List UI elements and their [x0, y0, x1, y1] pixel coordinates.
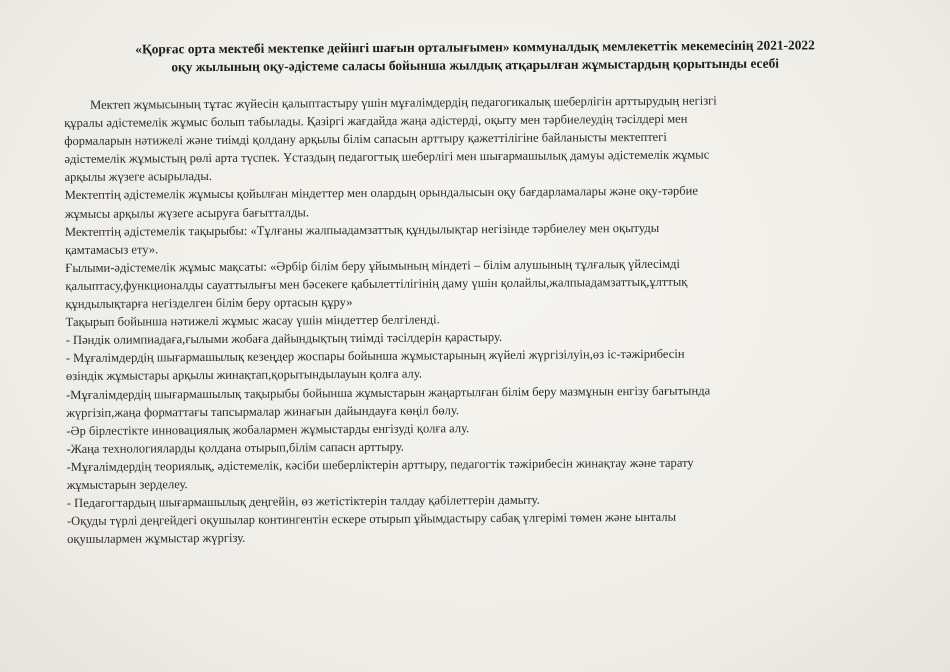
body-line: құндылықтарға негізделген білім беру ортасын құру»: [65, 295, 353, 312]
body-line: -Әр бірлестікте инновациялық жобалармен жұмыстарды енгізуді қолға алу.: [66, 420, 470, 438]
body-line: Мектеп жұмысының тұтас жүйесін қалыптастыру үшін мұғалімдердің педагогикалық шеберлігін арттырудың негізгі: [90, 93, 717, 112]
body-line: Тақырып бойынша нәтижелі жұмыс жасау үшін міндеттер белгіленді.: [65, 312, 440, 330]
body-line: жүргізіп,жаңа форматтағы тапсырмалар жинағын дайындауға көңіл бөлу.: [66, 402, 460, 420]
body-line: -Мұғалімдердің теориялық, әдістемелік, кәсіби шеберліктерін арттыру, педагогтік тәжірибесін жинақтау және тарату: [66, 455, 694, 474]
body-line: арқылы жүзеге асырылады.: [64, 169, 213, 185]
body-line: - Мұғалімдердің шығармашылық кезеңдер жоспары бойынша жұмыстарының жүйелі жүргізілуін,өз іс-тәжірибесін: [65, 346, 685, 366]
body-line: -Жаңа технологияларды қолдана отырып,білім сапасн арттыру.: [66, 439, 404, 456]
body-line: Мектептің әдістемелік жұмысы қойылған міндеттер мен олардың орындалысын оқу бағдарламалары және оқу-тәрбие: [64, 184, 698, 203]
body-line: -Мұғалімдердің шығармашылық тақырыбы бойынша жұмыстарын жаңартылған білім беру мазмұнын енгізу бағытында: [66, 382, 711, 402]
body-line: - Педагогтардың шығармашылық деңгейін, өз жетістіктерін талдау қабілеттерін дамыту.: [66, 492, 540, 511]
body-line: Мектептің әдістемелік тақырыбы: «Тұлғаны жалпыадамзаттық құндылықтар негізінде тәрбиелеу мен оқытуды: [64, 220, 660, 239]
body-line: әдістемелік жұмыстың рөлі арта түспек. Ұстаздың педагогтық шеберлігі мен шығармашылық дамуы әдістемелік жұмыс: [64, 147, 710, 167]
body-line: өзіндік жұмыстары арқылы жинақтап,қорытындылауын қолға алу.: [65, 366, 422, 384]
title-line-2: оқу жылының оқу-әдістеме саласы бойынша жылдық атқарылған жұмыстардың қорытынды есебі: [171, 55, 780, 74]
body-line: формаларын нәтижелі және тиімді қолдану арқылы білім сапасын арттыру қажеттілігіне байланысты мектептегі: [64, 129, 667, 149]
title-line-1: «Қорғас орта мектебі мектепке дейінгі шағын орталығымен» коммуналдық мемлекеттік мекемесінің 2021-2022: [135, 37, 815, 57]
body-line: қалыптасу,функционалды сауаттылығы мен бәсекеге қабылеттілігінің даму үшін қолайлы,жалпыадамзаттық,ұлттық: [65, 274, 688, 293]
document-body: [64, 90, 873, 548]
body-line: жұмыстарын зерделеу.: [66, 477, 188, 492]
body-line: -Оқуды түрлі деңгейдегі оқушылар контингентін ескере отырып ұйымдастыру сабақ үлгерімі төмен және ынталы: [66, 509, 677, 529]
body-line: оқушылармен жұмыстар жүргізу.: [67, 530, 246, 547]
document-title: [60, 36, 890, 76]
body-line: жұмысы арқылы жүзеге асыруға бағытталды.: [64, 204, 310, 221]
body-line: құралы әдістемелік жұмыс болып табылады. Қазіргі жағдайда жаңа әдістерді, оқыту мен тәрбиелеудің тәсілдері мен: [64, 111, 688, 131]
body-line: - Пәндік олимпиадаға,ғылыми жобаға дайындықтың тиімді тәсілдерін қарастыру.: [65, 330, 503, 348]
body-line: қамтамасыз ету».: [65, 242, 159, 257]
body-line: Ғылыми-әдістемелік жұмыс мақсаты: «Әрбір білім беру ұйымының міндеті – білім алушының тұлғалық үйлесімді: [65, 256, 681, 275]
